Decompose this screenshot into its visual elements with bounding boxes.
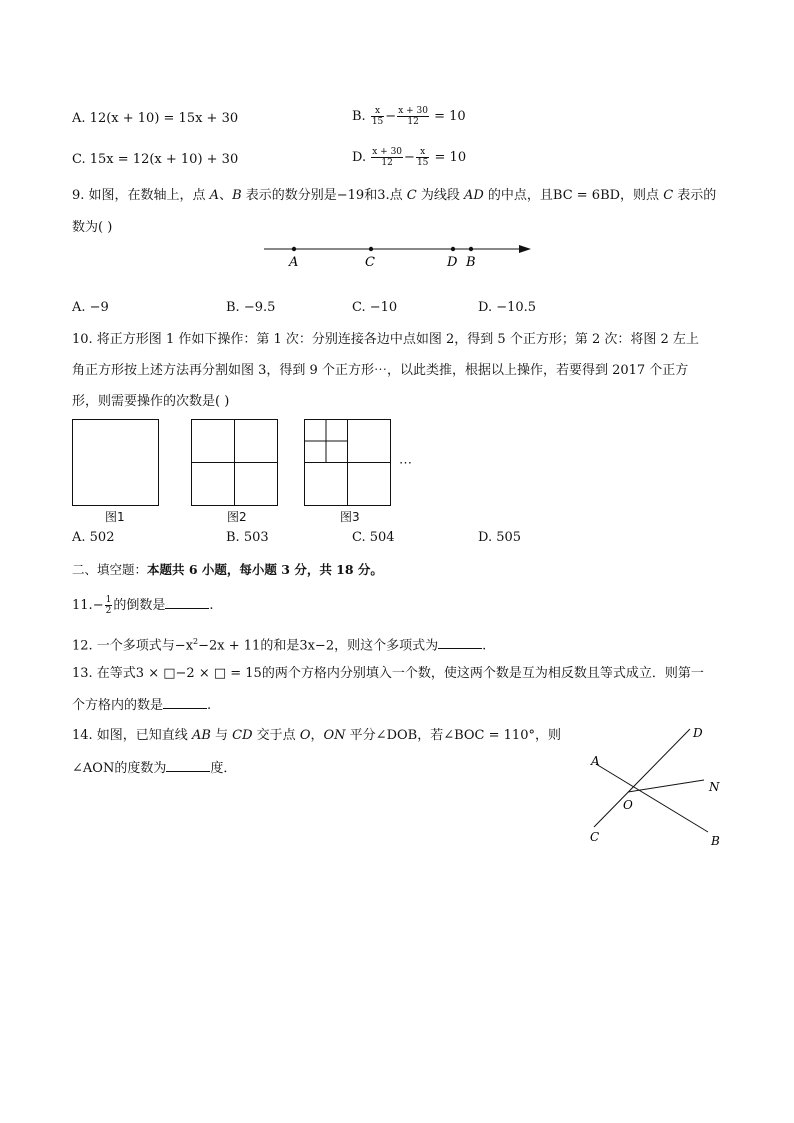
number-line-figure <box>255 238 540 272</box>
figure-ellipsis: ⋯ <box>399 456 412 471</box>
answer-blank <box>165 596 209 609</box>
q10-option-d: D. 505 <box>478 530 522 545</box>
intersecting-lines-figure <box>580 720 730 850</box>
label-o: O <box>623 798 633 812</box>
fraction: $\frac{x}{15}$ <box>416 147 429 168</box>
line-ab <box>596 764 708 832</box>
figure-1-square <box>72 419 159 506</box>
q8-option-c: C. 15x = 12(x + 10) + 30 <box>72 152 239 167</box>
q10-option-c: C. 504 <box>352 530 395 545</box>
q9-stem-line1: 9. 如图，在数轴上，点 A、B 表示的数分别是−19和3.点 C 为线段 AD 的中点，且BC = 6BD，则点 C 表示的 <box>72 188 717 203</box>
q10-option-a: A. 502 <box>72 530 115 545</box>
ray-on <box>628 780 704 792</box>
label-b: B <box>466 255 476 270</box>
figure-3-label: 图3 <box>340 510 360 524</box>
point-b-dot <box>469 247 473 251</box>
q11-stem: 11.− $\frac{1}{2}$ 的倒数是 . <box>72 595 214 616</box>
q13-stem-line1: 13. 在等式3 × □−2 × □ = 15的两个方格内分别填入一个数，使这两个数是互为相反数且等式成立．则第一 <box>72 666 704 681</box>
answer-blank <box>166 759 210 772</box>
point-d-dot <box>451 247 455 251</box>
label-n: N <box>709 780 720 794</box>
q13-stem-line2: 个方格内的数是 . <box>72 698 212 713</box>
label-d: D <box>693 726 703 740</box>
q9-option-b: B. −9.5 <box>226 300 276 315</box>
answer-blank <box>163 696 207 709</box>
figure-2-square <box>191 419 279 507</box>
fraction: $\frac{x + 30}{12}$ <box>372 147 403 168</box>
answer-blank <box>438 636 482 649</box>
q10-option-b: B. 503 <box>226 530 269 545</box>
figure-3-square <box>304 419 392 507</box>
q10-stem-line2: 角正方形按上述方法再分割如图 3，得到 9 个正方形⋯，以此类推，根据以上操作，若要得到 2017 个正方 <box>72 363 689 378</box>
label-c: C <box>590 830 600 844</box>
q9-option-d: D. −10.5 <box>478 300 537 315</box>
label-a: A <box>289 255 299 270</box>
label-a: A <box>591 754 600 768</box>
q9-option-c: C. −10 <box>352 300 398 315</box>
q12-stem: 12. 一个多项式与$-x^2-2x + 11$的和是3x−2，则这个多项式为 . <box>72 637 487 654</box>
figure-1-label: 图1 <box>105 510 125 524</box>
point-c-dot <box>369 247 373 251</box>
q14-stem-line1: 14. 如图，已知直线 AB 与 CD 交于点 O，ON 平分∠DOB，若∠BOC = 110°，则 <box>72 728 561 743</box>
figure-2-label: 图2 <box>227 510 247 524</box>
q9-stem-line2: 数为( ) <box>72 220 113 235</box>
q14-stem-line2: ∠AON的度数为 度． <box>72 761 237 776</box>
label-c: C <box>365 255 375 270</box>
q9-option-a: A. −9 <box>72 300 109 315</box>
label-d: D <box>447 255 458 270</box>
q8-option-b: B. $\frac{x}{15}$ − $\frac{x + 30}{12}$ = 10 <box>352 106 466 127</box>
q8-option-d: D. $\frac{x + 30}{12}$ − $\frac{x}{15}$ = 10 <box>352 147 467 168</box>
q8-option-a: A. 12(x + 10) = 15x + 30 <box>72 111 239 126</box>
q10-stem-line3: 形，则需要操作的次数是( ) <box>72 394 230 409</box>
fraction: $\frac{x}{15}$ <box>371 106 384 127</box>
arrow-head-icon <box>519 245 531 253</box>
point-a-dot <box>292 247 296 251</box>
fraction: $\frac{x + 30}{12}$ <box>398 106 428 127</box>
section-2-heading: 二、填空题：本题共 6 小题，每小题 3 分，共 18 分。 <box>72 562 383 577</box>
q10-stem-line1: 10. 将正方形图 1 作如下操作：第 1 次：分别连接各边中点如图 2，得到 5 个正方形；第 2 次：将图 2 左上 <box>72 332 699 347</box>
fraction: $\frac{1}{2}$ <box>105 595 112 616</box>
label-b: B <box>711 834 720 848</box>
